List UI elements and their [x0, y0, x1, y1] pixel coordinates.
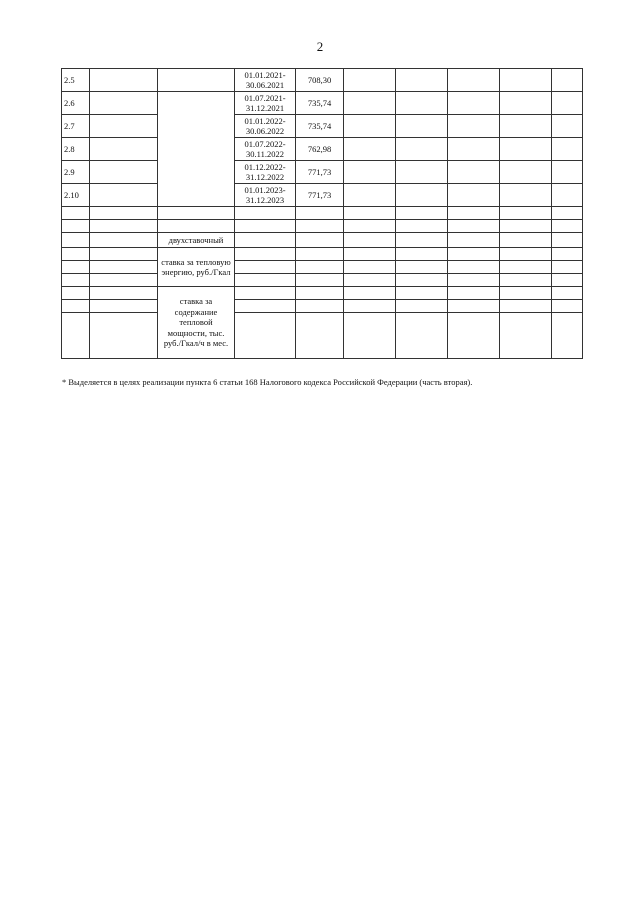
tariff-table	[61, 68, 583, 359]
tariff-value: 735,74	[296, 115, 344, 138]
table-row	[62, 138, 583, 161]
table-row	[62, 69, 583, 92]
period-cell: 01.01.2022- 30.06.2022	[235, 115, 296, 138]
tariff-value: 708,30	[296, 69, 344, 92]
two-part-tariff-label: двухставочный	[158, 233, 235, 248]
page-number: 2	[316, 39, 324, 54]
table-row	[62, 313, 583, 359]
period-cell: 01.07.2022- 30.11.2022	[235, 138, 296, 161]
table-row	[62, 300, 583, 313]
energy-rate-label: ставка за тепловую энергию, руб./Гкал	[158, 248, 235, 287]
table-row	[62, 207, 583, 220]
table-row	[62, 161, 583, 184]
footnote: * Выделяется в целях реализации пункта 6 статьи 168 Налогового кодекса Российской Федерации (часть вторая).	[62, 377, 473, 387]
table-row	[62, 248, 583, 261]
row-number: 2.6	[62, 92, 90, 115]
table-row	[62, 233, 583, 248]
table-row	[62, 115, 583, 138]
period-cell: 01.07.2021- 31.12.2021	[235, 92, 296, 115]
table-row	[62, 287, 583, 300]
row-number: 2.7	[62, 115, 90, 138]
row-number: 2.8	[62, 138, 90, 161]
row-number: 2.10	[62, 184, 90, 207]
table-row	[62, 184, 583, 207]
row-number: 2.9	[62, 161, 90, 184]
tariff-value: 771,73	[296, 161, 344, 184]
table-row	[62, 274, 583, 287]
table-row	[62, 92, 583, 115]
tariff-value: 735,74	[296, 92, 344, 115]
capacity-rate-label: ставка за содержание тепловой мощности, тыс. руб./Гкал/ч в мес.	[158, 287, 235, 359]
tariff-value: 762,98	[296, 138, 344, 161]
row-number: 2.5	[62, 69, 90, 92]
period-cell: 01.12.2022- 31.12.2022	[235, 161, 296, 184]
tariff-value: 771,73	[296, 184, 344, 207]
table-row	[62, 261, 583, 274]
table-row	[62, 220, 583, 233]
period-cell: 01.01.2023- 31.12.2023	[235, 184, 296, 207]
period-cell: 01.01.2021- 30.06.2021	[235, 69, 296, 92]
